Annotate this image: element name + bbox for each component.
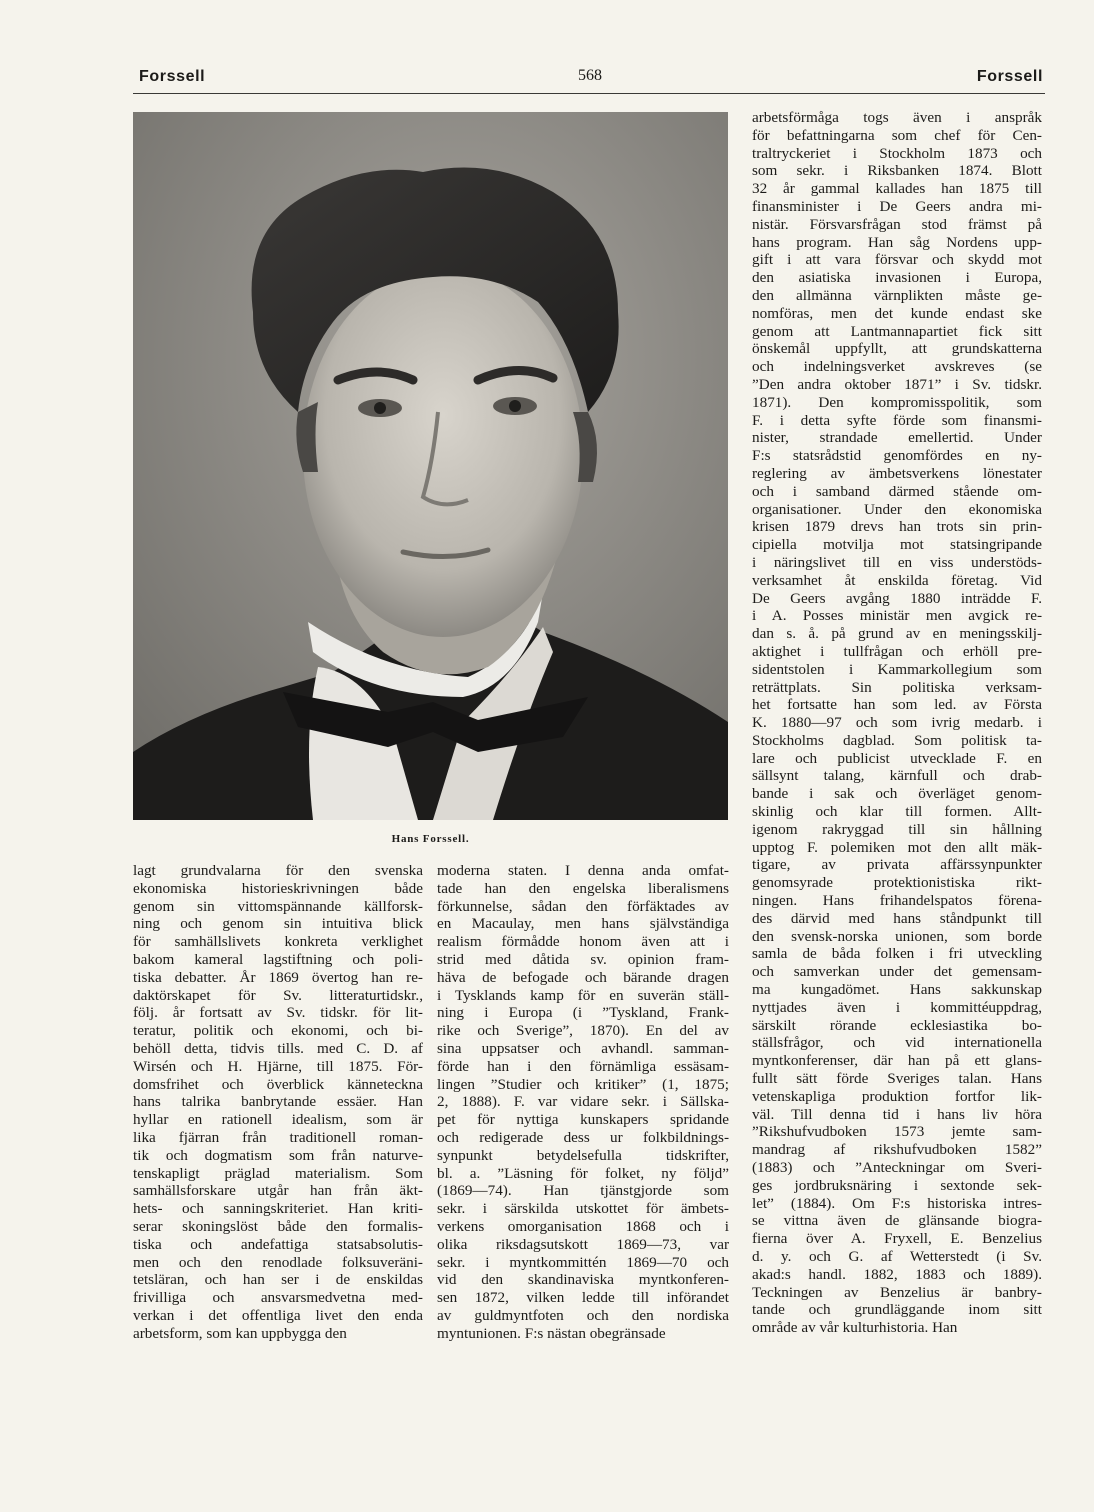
- text-line: ”Den andra oktober 1871” i Sv. tidskr.: [752, 375, 1042, 393]
- text-line: bl. a. ”Läsning för folket, ny följd”: [437, 1164, 729, 1182]
- text-line: verkan i det offentliga livet den enda: [133, 1306, 423, 1324]
- text-line: reträttplats. Sin politiska verksam-: [752, 678, 1042, 696]
- text-line: tande och grundläggande inom sitt: [752, 1301, 1042, 1319]
- text-line: nistär. Försvarsfrågan stod främst på: [752, 215, 1042, 233]
- text-line: tetsläran, och han ser i de enskildas: [133, 1271, 423, 1289]
- portrait-photo: [133, 112, 728, 820]
- text-line: let” (1884). Om F:s historiska intres-: [752, 1194, 1042, 1212]
- text-line: olika riksdagsutskott 1869—73, var: [437, 1235, 729, 1253]
- text-line: domsfrihet och överblick känneteckna: [133, 1075, 423, 1093]
- text-line: ”Rikshufvudboken 1573 jemte sam-: [752, 1123, 1042, 1141]
- text-line: lingen ”Studier och kritiker” (1, 1875;: [437, 1075, 729, 1093]
- text-line: tigare, av privata affärssynpunkter: [752, 856, 1042, 874]
- text-line: hans talrika banbrytande essäer. Han: [133, 1093, 423, 1111]
- text-column-3: [752, 109, 1042, 1337]
- text-line: ma kungadömet. Hans sakkunskap: [752, 981, 1042, 999]
- text-line: fierna över A. Fryxell, E. Benzelius: [752, 1230, 1042, 1248]
- text-line: i näringslivet till en viss understöds-: [752, 553, 1042, 571]
- text-line: genom sin vittomspännande källforsk-: [133, 897, 423, 915]
- text-line: sällsynt talang, kärnfull och drab-: [752, 767, 1042, 785]
- text-line: sen 1872, vilken ledde till införandet: [437, 1289, 729, 1307]
- text-line: upptog F. polemiken mot den allt mäk-: [752, 838, 1042, 856]
- text-line: mandrag af rikshufvudboken 1582”: [752, 1141, 1042, 1159]
- text-line: samhällsforskare utgår han från äkt-: [133, 1182, 423, 1200]
- text-line: för befattningarna som chef för Cen-: [752, 126, 1042, 144]
- text-line: (1869—74). Han tjänstgjorde som: [437, 1182, 729, 1200]
- text-line: tiska debatter. År 1869 övertog han re-: [133, 968, 423, 986]
- text-line: skinlig och klar till formen. Allt-: [752, 803, 1042, 821]
- text-line: tiska och andefattiga statsabsolutis-: [133, 1235, 423, 1253]
- text-line: område av vår kulturhistoria. Han: [752, 1319, 958, 1337]
- text-line: verksamhet åt enskilda företag. Vid: [752, 571, 1042, 589]
- text-line: serar skoningslöst både den formalis-: [133, 1217, 423, 1235]
- text-line: hans program. Han såg Nordens upp-: [752, 233, 1042, 251]
- text-line: cipiella motvilja mot statsingripande: [752, 536, 1042, 554]
- text-line: Stockholms dagblad. Som politisk ta-: [752, 731, 1042, 749]
- text-line: önskemål uppfyllt, att grundskatterna: [752, 340, 1042, 358]
- text-line: en Macaulay, men hans självständiga: [437, 915, 729, 933]
- text-line: gift i att vara försvar och skydd mot: [752, 251, 1042, 269]
- text-line: fullt sätt förde Sveriges talan. Hans: [752, 1070, 1042, 1088]
- text-line: strid med dåtida sv. opinion fram-: [437, 950, 729, 968]
- text-line: i Tysklands kamp för en suverän ställ-: [437, 986, 729, 1004]
- text-line: F. i detta syfte förde som finansmi-: [752, 411, 1042, 429]
- text-line: genomsyrade protektionistiska rikt-: [752, 874, 1042, 892]
- page-number: 568: [578, 67, 602, 84]
- text-line: reglering av ämbetsverkens lönestater: [752, 464, 1042, 482]
- text-line: Wirsén och H. Hjärne, till 1875. För-: [133, 1057, 423, 1075]
- text-line: häva de befogade och bärande dragen: [437, 968, 729, 986]
- text-line: 32 år gammal kallades han 1875 till: [752, 180, 1042, 198]
- text-line: ning och genom sin intuitiva blick: [133, 915, 423, 933]
- text-line: hets- och sanningskriteriet. Han kriti-: [133, 1200, 423, 1218]
- text-line: d. y. och G. af Wetterstedt (i Sv.: [752, 1248, 1042, 1265]
- text-line: De Geers avgång 1880 inträdde F.: [752, 589, 1042, 607]
- text-line: och i samband därmed stående om-: [752, 482, 1042, 500]
- text-line: genom att Lantmannapartiet fick sitt: [752, 322, 1042, 340]
- text-line: i A. Posses ministär men avgick re-: [752, 607, 1042, 625]
- text-line: 1871). Den kompromisspolitik, som: [752, 393, 1042, 411]
- text-line: teratur, politik och ekonomi, och bi-: [133, 1022, 423, 1040]
- text-line: sekr. i myntkommittén 1869—70 och: [437, 1253, 729, 1271]
- text-line: ekonomiska historieskrivningen både: [133, 879, 423, 897]
- text-line: vid den skandinaviska myntkonferen-: [437, 1271, 729, 1289]
- header-rule: [133, 93, 1045, 94]
- text-line: av guldmyntfoten och den nordiska: [437, 1306, 729, 1324]
- text-line: nister, strandade emellertid. Under: [752, 429, 1042, 447]
- text-line: arbetsförmåga togs även i anspråk: [752, 109, 1042, 126]
- text-column-1: [133, 862, 423, 1343]
- text-line: lika fjärran från traditionell roman-: [133, 1128, 423, 1146]
- text-line: den asiatiska invasionen i Europa,: [752, 269, 1042, 287]
- text-line: ningen. Hans frihandelspatos förena-: [752, 892, 1042, 910]
- text-line: samla de båda folken i fri utveckling: [752, 945, 1042, 963]
- text-line: arbetsform, som kan uppbygga den: [133, 1324, 347, 1342]
- text-line: realism förmådde honom även att i: [437, 933, 729, 951]
- text-line: lagt grundvalarna för den svenska: [133, 862, 423, 879]
- text-line: ställsfrågor, och vid internationella: [752, 1034, 1042, 1052]
- text-line: moderna staten. I denna anda omfat-: [437, 862, 729, 879]
- text-line: F:s statsrådstid genomfördes en ny-: [752, 447, 1042, 465]
- running-header: [133, 62, 1045, 92]
- header-right-word: Forssell: [976, 68, 1043, 85]
- text-line: den svensk-norska unionen, som borde: [752, 927, 1042, 945]
- text-line: bakom kameral lagstiftning och poli-: [133, 950, 423, 968]
- text-line: och redigerade dess ur folkbildnings-: [437, 1128, 729, 1146]
- text-line: organisationer. Under den ekonomiska: [752, 500, 1042, 518]
- text-line: bande i sak och överläget genom-: [752, 785, 1042, 803]
- text-line: och indelningsverket avskreves (se: [752, 358, 1042, 376]
- text-line: för samhällslivets konkreta verklighet: [133, 933, 423, 951]
- text-line: hyllar en rationell idealism, som är: [133, 1111, 423, 1129]
- text-line: rike och Sverige”, 1870). En del av: [437, 1022, 729, 1040]
- text-line: särskilt rörande ecklesiastika bo-: [752, 1016, 1042, 1034]
- text-line: (1883) och ”Anteckningar om Sveri-: [752, 1159, 1042, 1177]
- text-line: tik och dogmatism som från naturve-: [133, 1146, 423, 1164]
- text-line: väl. Till denna tid i hans liv höra: [752, 1105, 1042, 1123]
- text-line: som sekr. i Riksbanken 1874. Blott: [752, 162, 1042, 180]
- text-line: nomföras, men det kunde endast ske: [752, 304, 1042, 322]
- photo-caption: Hans Forssell.: [391, 833, 470, 845]
- text-line: myntunionen. F:s nästan obegränsade: [437, 1324, 666, 1342]
- text-line: pet för nyttiga kunskapers spridande: [437, 1111, 729, 1129]
- text-line: traltryckeriet i Stockholm 1873 och: [752, 144, 1042, 162]
- text-line: och samverkan under det gemensam-: [752, 963, 1042, 981]
- text-line: frivilliga och ansvarsmedvetna med-: [133, 1289, 423, 1307]
- text-line: tade han den engelska liberalismens: [437, 879, 729, 897]
- text-line: men och den renodlade folksuveräni-: [133, 1253, 423, 1271]
- text-line: myntkonferenser, där han på ett glans-: [752, 1052, 1042, 1070]
- text-line: synpunkt betydelsefulla tidskrifter,: [437, 1146, 729, 1164]
- text-line: ning i Europa (i ”Tyskland, Frank-: [437, 1004, 729, 1022]
- text-line: ges jordbruksnäring i sextonde sek-: [752, 1176, 1042, 1194]
- text-line: het fortsatte han som led. av Första: [752, 696, 1042, 714]
- text-line: sidentstolen i Kammarkollegium som: [752, 660, 1042, 678]
- text-line: verkens omorganisation 1868 och i: [437, 1217, 729, 1235]
- text-line: aktighet i tullfrågan och erhöll pre-: [752, 642, 1042, 660]
- text-line: igenom rakryggad till sin hållning: [752, 820, 1042, 838]
- text-line: följ. år fortsatt av Sv. tidskr. för lit-: [133, 1004, 423, 1022]
- text-line: akad:s handl. 1882, 1883 och 1889).: [752, 1265, 1042, 1283]
- text-line: 2, 1888). F. var vidare sekr. i Sällska-: [437, 1093, 729, 1111]
- text-line: dan s. å. på grund av en meningsskilj-: [752, 625, 1042, 643]
- text-line: nyttjades även i kommittéuppdrag,: [752, 998, 1042, 1016]
- header-left-word: Forssell: [139, 68, 206, 85]
- text-line: se vittna även de glänsande biogra-: [752, 1212, 1042, 1230]
- text-line: des därvid med hans ståndpunkt till: [752, 909, 1042, 927]
- text-line: tenskapligt präglad materialism. Som: [133, 1164, 423, 1182]
- text-line: sekr. i särskilda utskottet för ämbets-: [437, 1200, 729, 1218]
- text-line: behöll detta, tidvis tills. med C. D. af: [133, 1039, 423, 1057]
- text-line: Teckningen av Benzelius är banbry-: [752, 1283, 1042, 1301]
- text-line: lare och publicist utvecklade F. en: [752, 749, 1042, 767]
- text-line: förde han i den förnämliga essäsam-: [437, 1057, 729, 1075]
- portrait-illustration: [133, 112, 728, 820]
- text-line: sina uppsatser och avhandl. samman-: [437, 1039, 729, 1057]
- text-line: krisen 1879 drevs han trots sin prin-: [752, 518, 1042, 536]
- text-column-2: [437, 862, 729, 1343]
- text-line: förkunnelse, sådan den förfäktades av: [437, 897, 729, 915]
- text-line: finansminister i De Geers andra mi-: [752, 197, 1042, 215]
- text-line: K. 1880—97 och som ivrig medarb. i: [752, 714, 1042, 732]
- text-line: den allmänna värnplikten måste ge-: [752, 286, 1042, 304]
- text-line: vetenskapliga produktion fortfor lik-: [752, 1087, 1042, 1105]
- text-line: daktörskapet för Sv. litteraturtidskr.,: [133, 986, 423, 1004]
